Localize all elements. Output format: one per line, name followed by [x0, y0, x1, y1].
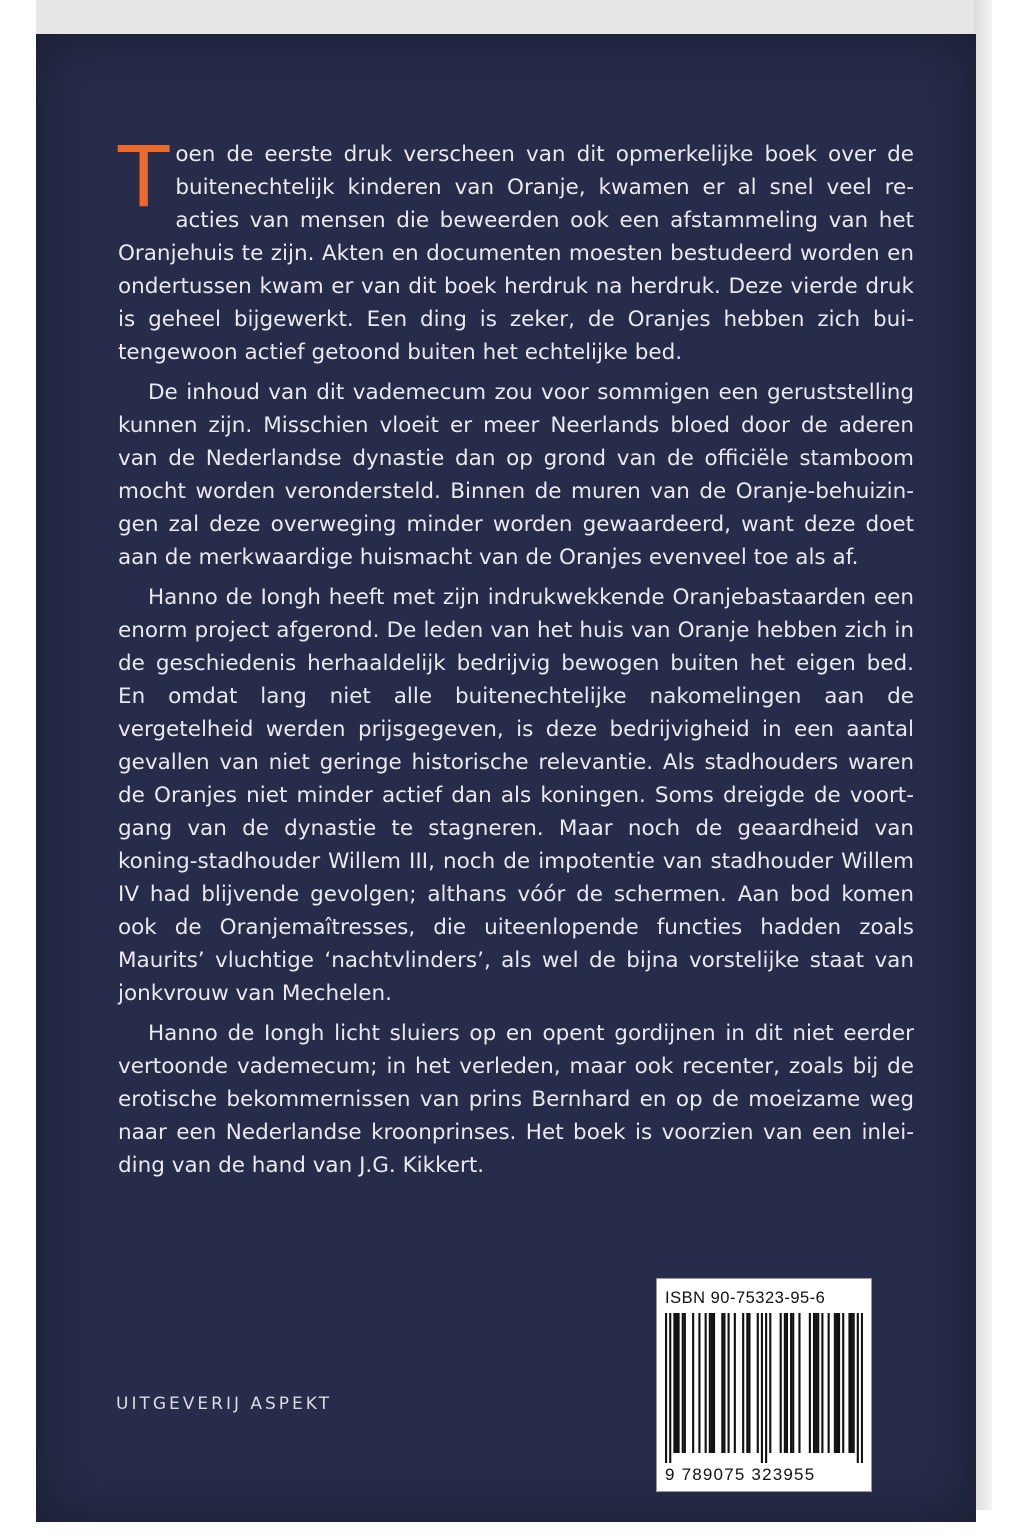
- barcode-bar: [861, 1313, 863, 1463]
- barcode-bar: [769, 1313, 771, 1453]
- barcode-bar: [669, 1313, 671, 1463]
- barcode-bar: [784, 1313, 786, 1453]
- page-edge-top: [36, 0, 986, 34]
- blurb-paragraph-1: [118, 128, 914, 369]
- barcode-bar: [675, 1313, 677, 1453]
- blurb-text: [118, 128, 914, 1189]
- barcode-bar: [692, 1313, 694, 1453]
- barcode-bar: [709, 1313, 711, 1453]
- barcode: [665, 1313, 863, 1463]
- barcode-bar: [705, 1313, 707, 1453]
- barcode-bar: [678, 1313, 680, 1453]
- barcode-bar: [742, 1313, 744, 1453]
- barcode-bar: [809, 1313, 811, 1453]
- barcode-bar: [828, 1313, 830, 1453]
- blurb-paragraph-2: De inhoud van dit vademecum zou voor sommigen een geruststelling kunnen zijn. Misschien vloeit er meer Neerlands bloed door de aderen van de Nederlandse dynastie dan op grond van de officiële stamboom mocht worden verondersteld. Binnen de muren van de Oranje-behuizingen zal deze overweging minder worden gewaardeerd, want deze doet aan de merkwaardige huismacht van de Oranjes evenveel toe als af.: [118, 380, 914, 570]
- book-back-cover: [36, 34, 976, 1522]
- blurb-paragraph-1-text: oen de eerste druk verscheen van dit opmerkelijke boek over de buitenechtelijk kinderen van Oranje, kwamen er al snel veel reacties van mensen die beweerden ook een afstammeling van het Oranjehuis te zijn. Akten en documenten moesten bestudeerd worden en ondertussen kwam er van dit boek herdruk na herdruk. Deze vierde druk is geheel bijgewerkt. Een ding is zeker, de Oranjes hebben zich buitengewoon actief getoond buiten het echtelijke bed.: [118, 142, 914, 365]
- barcode-bar: [813, 1313, 815, 1453]
- barcode-bar: [798, 1313, 800, 1453]
- barcode-bar: [848, 1313, 850, 1453]
- barcode-bar: [723, 1313, 725, 1453]
- barcode-bar: [838, 1313, 840, 1453]
- barcode-bar: [761, 1313, 763, 1463]
- barcode-bar: [746, 1313, 748, 1453]
- barcode-bar: [821, 1313, 823, 1453]
- barcode-bar: [698, 1313, 700, 1453]
- blurb-paragraph-3: Hanno de Iongh heeft met zijn indrukwekkende Oranjebastaarden een enorm project afgerond. De leden van het huis van Oranje hebben zich in de geschiedenis herhaaldelijk bedrijvig bewogen buiten het eigen bed. En omdat lang niet alle buitenechtelijke nakomelingen aan de vergetelheid werden prijsgegeven, is deze bedrijvigheid in een aantal gevallen van niet geringe historische relevantie. Als stadhouders waren de Oranjes niet minder actief dan als koningen. Soms dreigde de voortgang van de dynastie te stagneren. Maar noch de geaardheid van koning-stadhouder Willem III, noch de impotentie van stadhouder Willem IV had blijvende gevolgen; althans vóór de schermen. Aan bod komen ook de Oranjemaîtresses, die uiteenlopende functies hadden zoals Maurits’ vluchtige ‘nachtvlinders’, als wel de bijna vorstelijke staat van jonkvrouw van Mechelen.: [118, 585, 914, 1006]
- barcode-bar: [815, 1313, 817, 1453]
- barcode-bar: [790, 1313, 792, 1453]
- barcode-bar: [780, 1313, 782, 1453]
- drop-cap: T: [118, 128, 170, 226]
- barcode-bar: [713, 1313, 715, 1453]
- barcode-bar: [748, 1313, 750, 1453]
- barcode-bar: [765, 1313, 767, 1463]
- barcode-bar: [682, 1313, 684, 1453]
- barcode-bar: [817, 1313, 819, 1453]
- barcode-bar: [786, 1313, 788, 1453]
- page-edge-right: [974, 0, 992, 1510]
- publisher-name: UITGEVERIJ ASPEKT: [116, 1394, 332, 1414]
- barcode-bar: [834, 1313, 836, 1453]
- barcode-bar: [673, 1313, 675, 1453]
- isbn-label: ISBN 90-75323-95-6: [665, 1289, 826, 1307]
- barcode-bar: [850, 1313, 852, 1453]
- barcode-digits: 9 789075 323955: [665, 1465, 816, 1484]
- barcode-bar: [836, 1313, 838, 1453]
- barcode-bar: [721, 1313, 723, 1453]
- barcode-bar: [853, 1313, 855, 1453]
- isbn-barcode-box: [656, 1278, 872, 1492]
- barcode-bar: [857, 1313, 859, 1463]
- barcode-bar: [842, 1313, 844, 1453]
- barcode-bar: [792, 1313, 794, 1453]
- barcode-bar: [684, 1313, 686, 1453]
- blurb-paragraph-4: Hanno de Iongh licht sluiers op en opent gordijnen in dit niet eerder vertoonde vademecum; in het verleden, maar ook recenter, zoals bij de erotische bekommernissen van prins Bernhard en op de moeizame weg naar een Nederlandse kroonprinses. Het boek is voorzien van een inleiding van de hand van J.G. Kikkert.: [118, 1021, 914, 1178]
- barcode-bar: [728, 1313, 730, 1453]
- barcode-bar: [734, 1313, 736, 1453]
- barcode-bar: [757, 1313, 759, 1453]
- barcode-bar: [665, 1313, 667, 1463]
- barcode-bar: [711, 1313, 713, 1453]
